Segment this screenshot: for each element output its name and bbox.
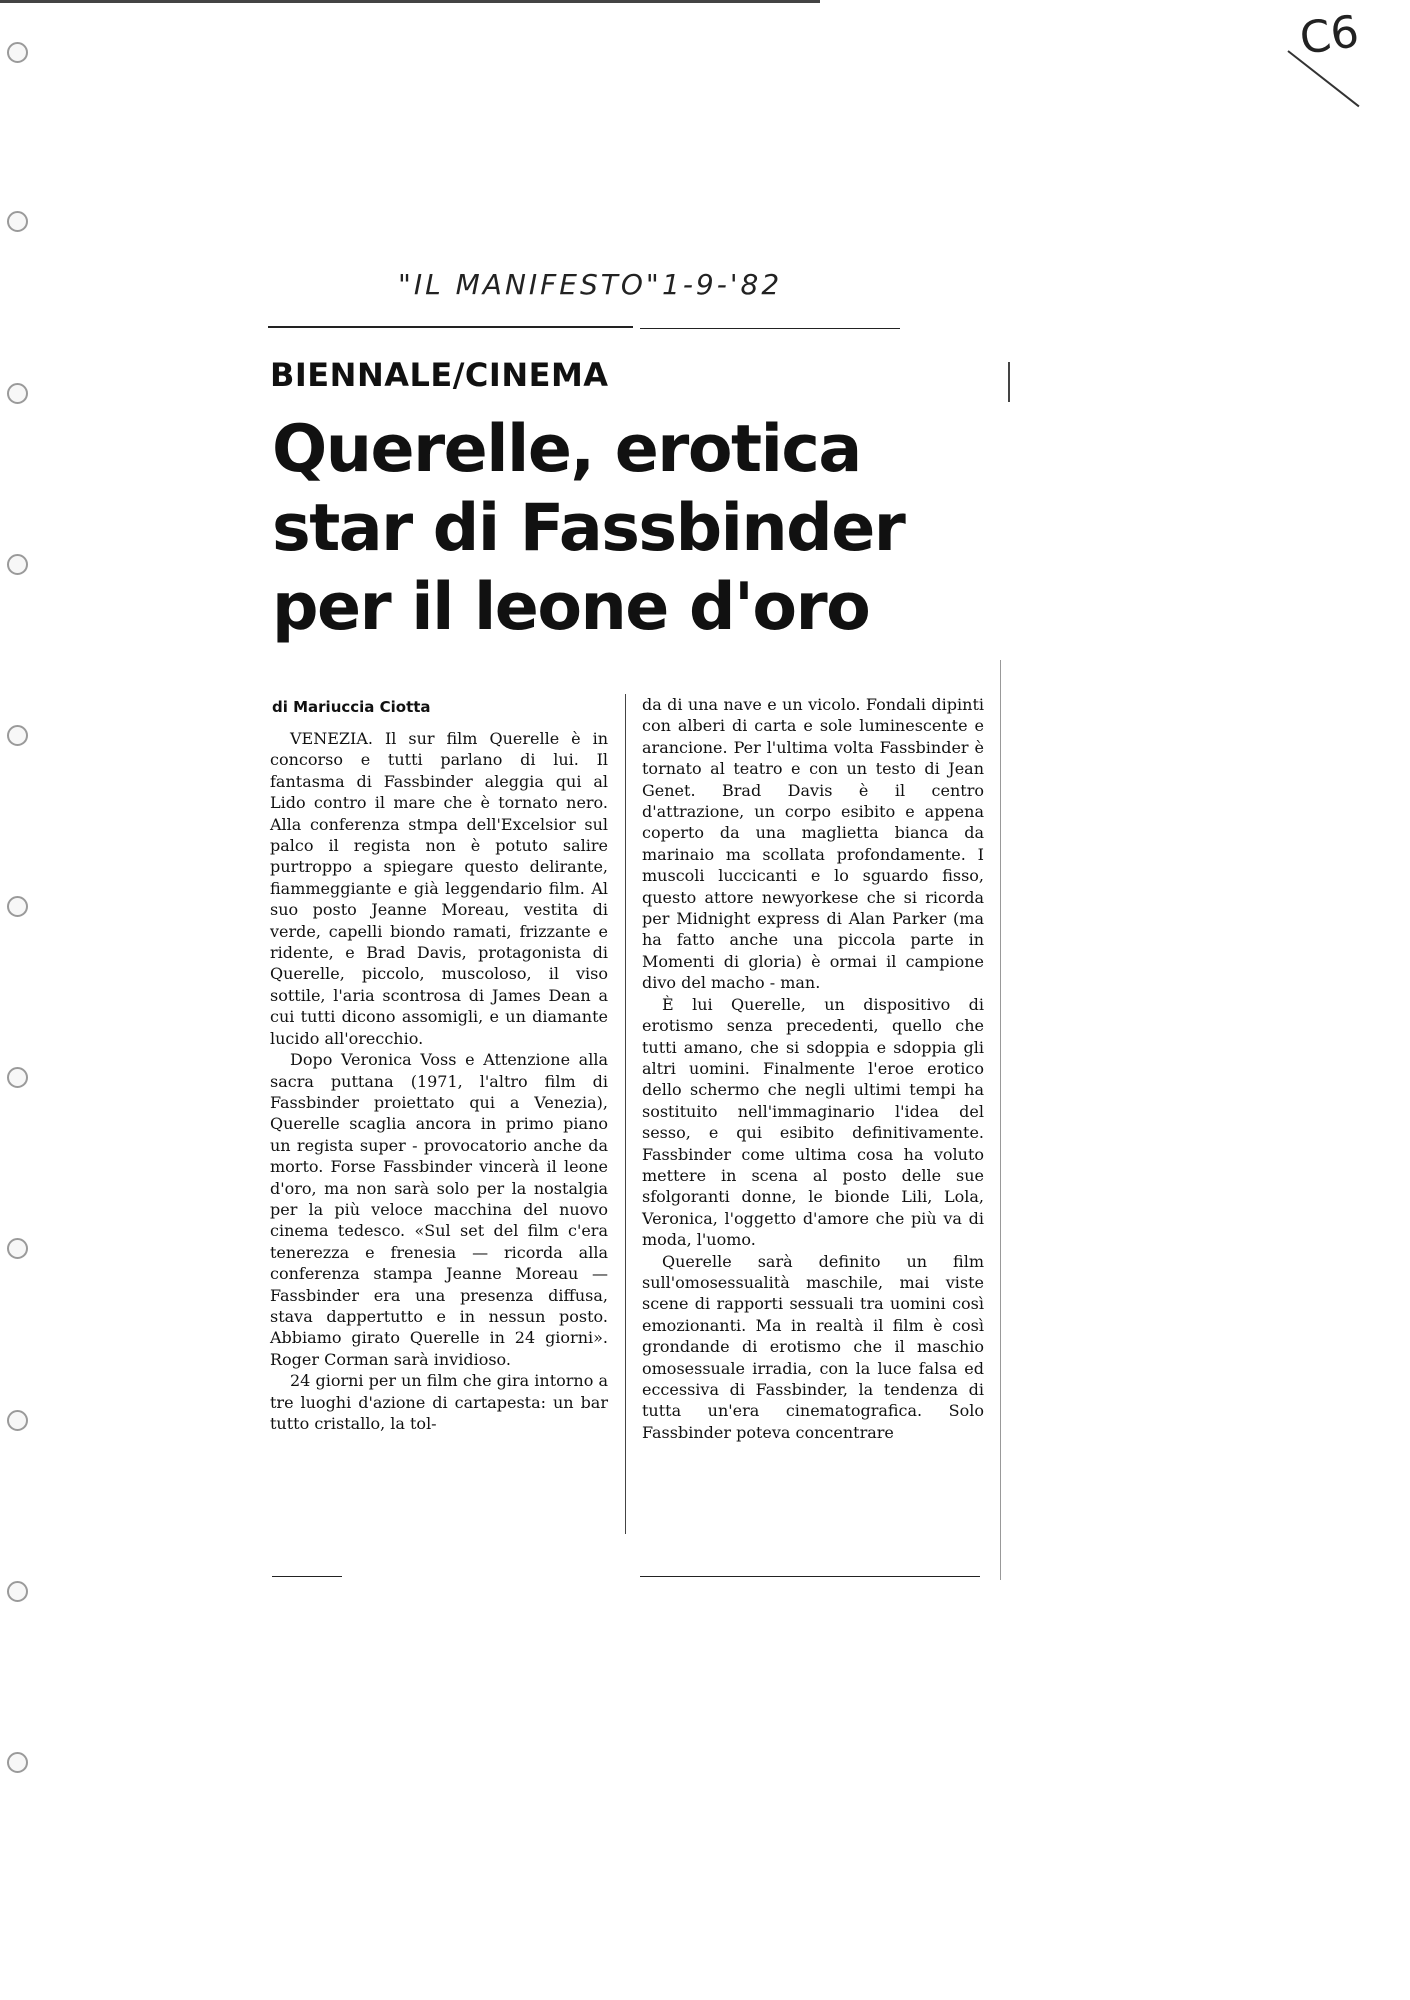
binder-hole xyxy=(7,1067,28,1088)
clip-edge xyxy=(1008,362,1010,402)
clipping-date: 1-9-'82 xyxy=(662,268,783,301)
top-rule-right xyxy=(640,328,900,329)
scan-top-edge xyxy=(0,0,820,3)
paragraph: 24 giorni per un film che gira intorno a tre luoghi d'azione di cartapesta: un bar tutto cristallo, la tol- xyxy=(270,1371,608,1433)
binder-hole xyxy=(7,554,28,575)
headline xyxy=(272,410,972,647)
paragraph: Querelle sarà definito un film sull'omosessualità maschile, mai viste scene di rapporti sessuali tra uomini così emozionanti. Ma in realtà il film è così grondande di erotismo che il maschio omosessuale irradia, con la luce falsa ed eccessiva di Fassbinder, la tendenza di tutta un'era cinematografica. Solo Fassbinder poteva concentrare xyxy=(642,1251,984,1442)
bottom-rule xyxy=(640,1576,980,1577)
bottom-rule xyxy=(272,1576,342,1577)
binder-hole xyxy=(7,383,28,404)
section-label: BIENNALE/CINEMA xyxy=(270,356,609,394)
paragraph: Dopo Veronica Voss e Attenzione alla sacra puttana (1971, l'altro film di Fassbinder proiettato qui a Venezia), Querelle scaglia ancora in primo piano un regista super - provocatorio anche da morto. Forse Fassbinder vincerà il leone d'oro, ma non sarà solo per la nostalgia per la più veloce macchina del nuovo cinema tedesco. «Sul set del film c'era tenerezza e frenesia — ricorda alla conferenza stampa Jeanne Moreau — Fassbinder era una presenza diffusa, stava dappertutto e in nessun posto. Abbiamo girato Querelle in 24 giorni». Roger Corman sarà invidioso. xyxy=(270,1050,608,1369)
binder-hole xyxy=(7,1238,28,1259)
headline-line: Querelle, erotica xyxy=(272,412,861,487)
headline-line: star di Fassbinder xyxy=(272,491,905,566)
binder-hole xyxy=(7,42,28,63)
byline: di Mariuccia Ciotta xyxy=(272,698,431,716)
binder-hole xyxy=(7,1581,28,1602)
paragraph: È lui Querelle, un dispositivo di erotismo senza precedenti, quello che tutti amano, che si sdoppia e sdoppia gli altri uomini. Finalmente l'eroe erotico dello schermo che negli ultimi tempi ha sostituito nell'immaginario l'idea del sesso, e qui esibito definitivamente. Fassbinder come ultima cosa ha voluto mettere in scena al posto delle sue sfolgoranti donne, le bionde Lili, Lola, Veronica, l'oggetto d'amore che più va di moda, l'uomo. xyxy=(642,994,984,1250)
newspaper-name: "IL MANIFESTO" xyxy=(398,268,662,301)
clip-edge-right xyxy=(1000,660,1001,1580)
paragraph: da di una nave e un vicolo. Fondali dipinti con alberi di carta e sole luminescente e arancione. Per l'ultima volta Fassbinder è tornato al teatro e con un testo di Jean Genet. Brad Davis è il centro d'attrazione, un corpo esibito e appena coperto da una maglietta bianca da marinaio ma scollata profondamente. I muscoli luccicanti e lo sguardo fisso, questo attore newyorkese che si ricorda per Midnight express di Alan Parker (ma ha fatto anche una piccola parte in Momenti di gloria) è ormai il campione divo del macho - man. xyxy=(642,695,984,993)
binder-hole xyxy=(7,1410,28,1431)
binder-hole xyxy=(7,1752,28,1773)
column-divider xyxy=(625,694,626,1534)
binder-hole xyxy=(7,896,28,917)
binder-hole xyxy=(7,725,28,746)
article-column-2 xyxy=(642,694,984,1443)
margin-note: C6 xyxy=(1296,6,1362,65)
article-column-1 xyxy=(270,728,608,1434)
paragraph: VENEZIA. Il sur film Querelle è in concorso e tutti parlano di lui. Il fantasma di Fassbinder aleggia qui al Lido contro il mare che è tornato nero. Alla conferenza stmpa dell'Excelsior sul palco il regista non è potuto salire purtroppo a spiegare questo delirante, fiammeggiante e già leggendario film. Al suo posto Jeanne Moreau, vestita di verde, capelli biondo ramati, frizzante e ridente, e Brad Davis, protagonista di Querelle, piccolo, muscoloso, il viso sottile, l'aria scontrosa di James Dean a cui tutti dicono assomigli, e un diamante lucido all'orecchio. xyxy=(270,729,608,1048)
binder-hole xyxy=(7,211,28,232)
top-rule xyxy=(268,326,633,328)
headline-line: per il leone d'oro xyxy=(272,570,870,645)
